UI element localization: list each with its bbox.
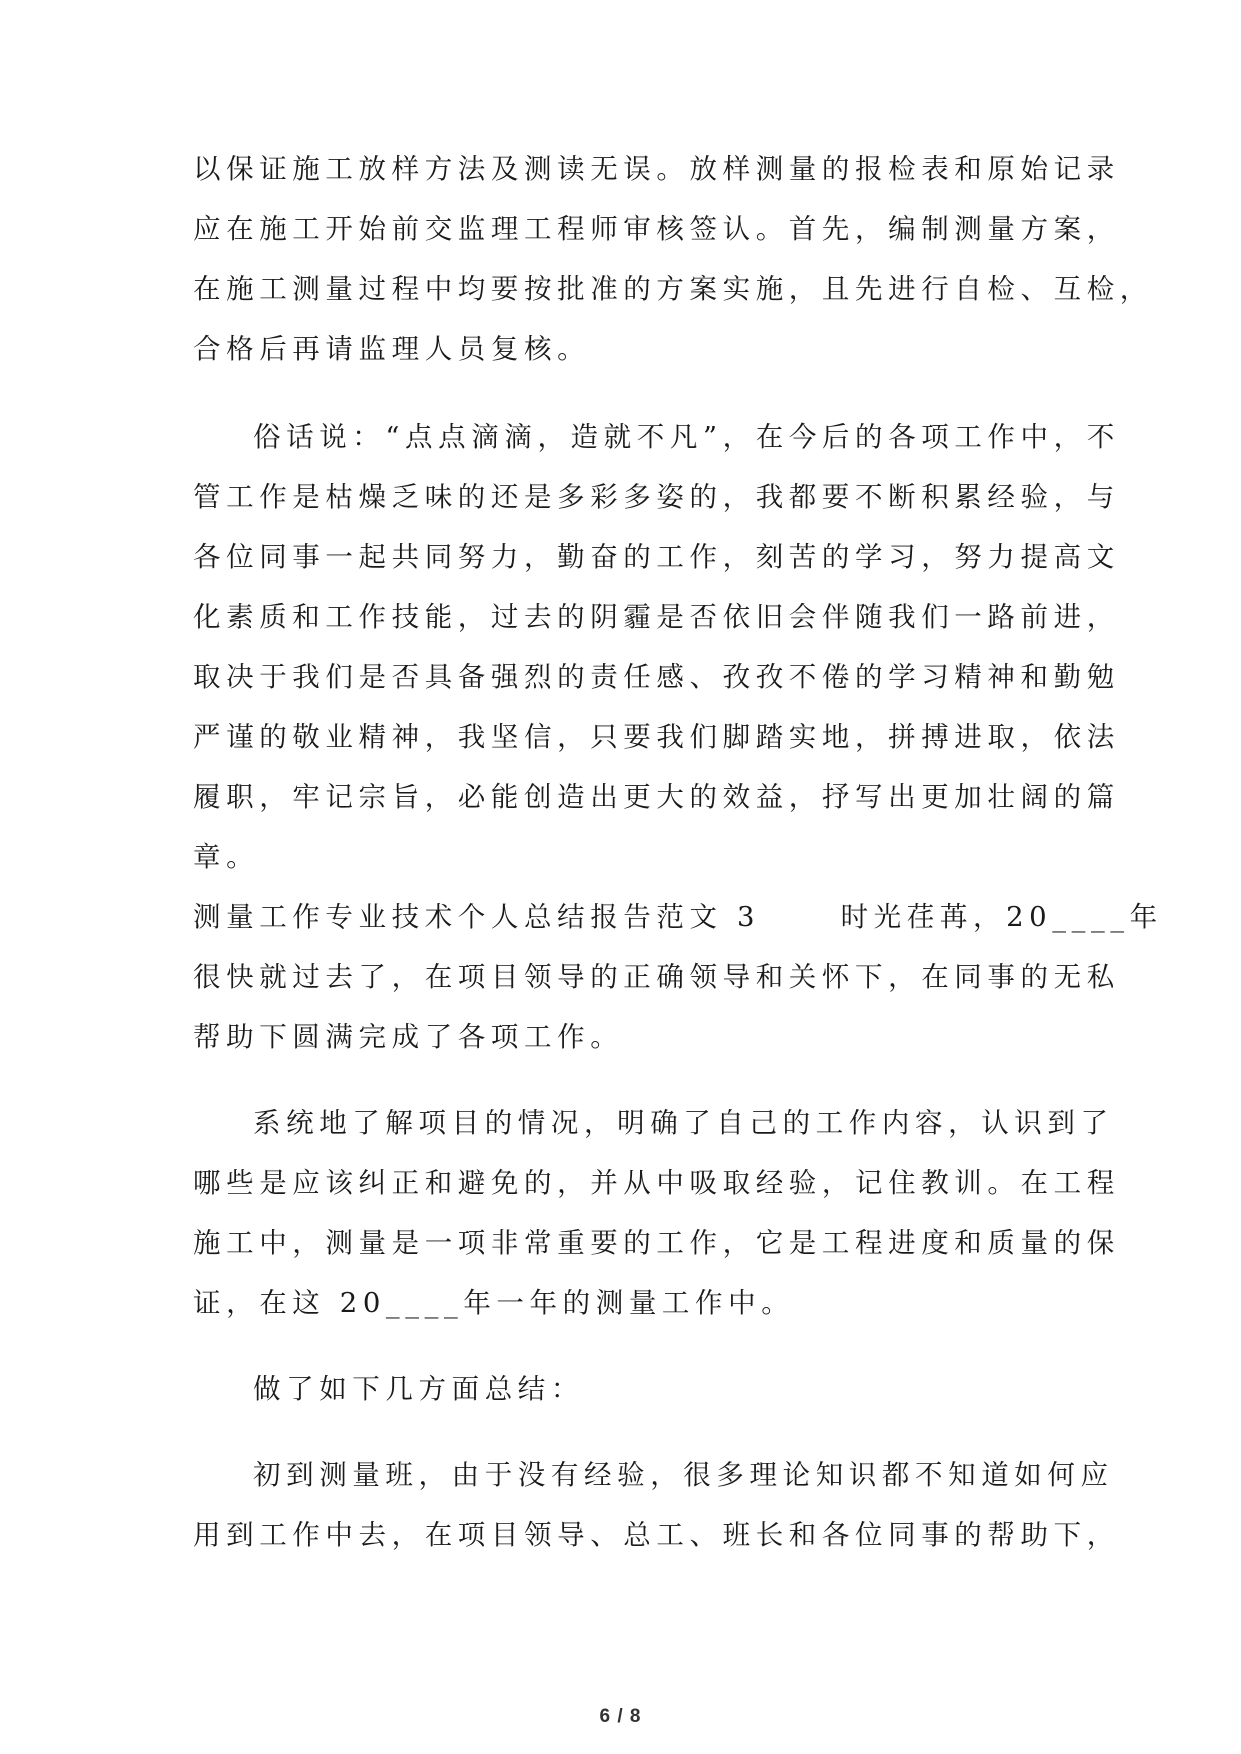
text-line: 各位同事一起共同努力，勤奋的工作，刻苦的学习，努力提高文 <box>193 541 1120 573</box>
paragraph-first-line: 做了如下几方面总结： <box>253 1373 584 1405</box>
paragraph-first-line: 系统地了解项目的情况，明确了自己的工作内容，认识到了 <box>253 1107 1114 1139</box>
text-line: 合格后再请监理人员复核。 <box>193 333 591 365</box>
text-line: 在施工测量过程中均要按批准的方案实施，且先进行自检、互检， <box>193 273 1153 305</box>
text-line: 哪些是应该纠正和避免的，并从中吸取经验，记住教训。在工程 <box>193 1167 1120 1199</box>
paragraph-first-line: 初到测量班，由于没有经验，很多理论知识都不知道如何应 <box>253 1459 1114 1491</box>
section-heading-line: 测量工作专业技术个人总结报告范文 3 时光荏苒，20____年 <box>193 901 1163 933</box>
text-line: 以保证施工放样方法及测读无误。放样测量的报检表和原始记录 <box>193 153 1120 185</box>
text-line: 化素质和工作技能，过去的阴霾是否依旧会伴随我们一路前进， <box>193 601 1120 633</box>
text-line: 章。 <box>193 841 260 873</box>
text-line: 应在施工开始前交监理工程师审核签认。首先，编制测量方案， <box>193 213 1120 245</box>
text-line: 管工作是枯燥乏味的还是多彩多姿的，我都要不断积累经验，与 <box>193 481 1120 513</box>
text-line: 用到工作中去，在项目领导、总工、班长和各位同事的帮助下， <box>193 1519 1120 1551</box>
text-line: 取决于我们是否具备强烈的责任感、孜孜不倦的学习精神和勤勉 <box>193 661 1120 693</box>
text-line: 履职，牢记宗旨，必能创造出更大的效益，抒写出更加壮阔的篇 <box>193 781 1120 813</box>
page-number: 6 / 8 <box>599 1706 642 1727</box>
text-line: 很快就过去了，在项目领导的正确领导和关怀下，在同事的无私 <box>193 961 1120 993</box>
text-line: 严谨的敬业精神，我坚信，只要我们脚踏实地，拼搏进取，依法 <box>193 721 1120 753</box>
text-line: 施工中，测量是一项非常重要的工作，它是工程进度和质量的保 <box>193 1227 1120 1259</box>
paragraph-first-line: 俗话说：“点点滴滴，造就不凡”，在今后的各项工作中，不 <box>253 421 1120 453</box>
text-line: 证，在这 20____年一年的测量工作中。 <box>193 1287 795 1319</box>
text-line: 帮助下圆满完成了各项工作。 <box>193 1021 624 1053</box>
